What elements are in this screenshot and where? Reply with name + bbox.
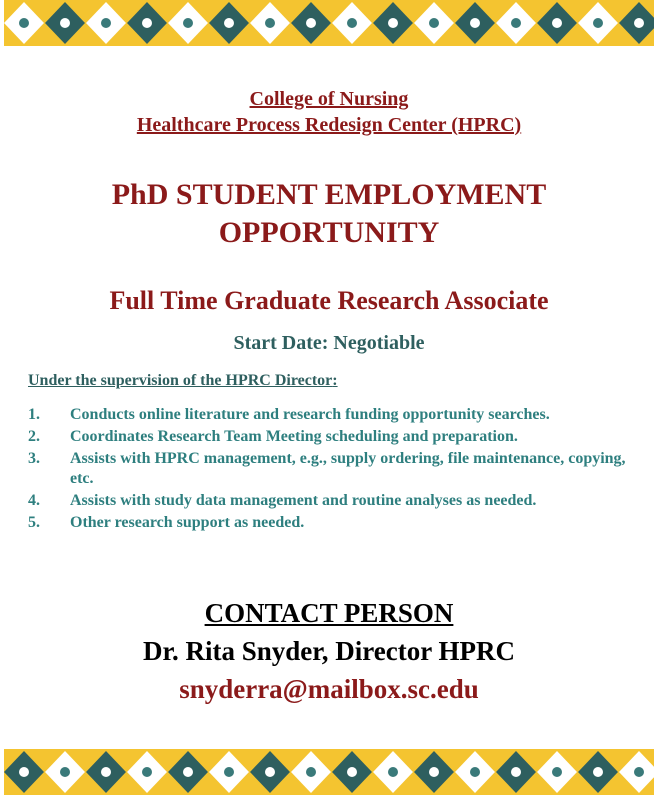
border-dot	[142, 18, 152, 28]
supervision-colon: :	[332, 372, 338, 389]
border-dot	[265, 767, 275, 777]
border-dot	[19, 767, 29, 777]
border-dot	[306, 18, 316, 28]
college-name: College of Nursing	[249, 88, 409, 110]
supervision-intro	[28, 371, 338, 391]
list-item	[28, 513, 648, 533]
title-line-1: PhD STUDENT EMPLOYMENT	[111, 178, 547, 211]
border-dot	[306, 767, 316, 777]
border-dot	[470, 767, 480, 777]
border-dot	[101, 767, 111, 777]
list-item-text: Other research support as needed.	[70, 514, 305, 531]
border-dot	[511, 767, 521, 777]
border-dot	[265, 18, 275, 28]
border-dot	[552, 18, 562, 28]
border-dot	[388, 767, 398, 777]
list-item-number: 1.	[28, 406, 40, 423]
list-item-number: 2.	[28, 428, 40, 445]
diamond-border-pattern	[4, 0, 654, 46]
list-item	[28, 405, 648, 425]
contact-email[interactable]: snyderra@mailbox.sc.edu	[179, 674, 479, 704]
position-title: Full Time Graduate Research Associate	[109, 286, 549, 315]
border-dot	[60, 18, 70, 28]
border-dot	[347, 18, 357, 28]
list-item-text: Assists with HPRC management, e.g., supply ordering, file maintenance, copying, etc.	[70, 450, 626, 487]
border-dot	[183, 767, 193, 777]
diamond-border-pattern	[4, 749, 654, 795]
border-dot	[101, 18, 111, 28]
list-item-text: Coordinates Research Team Meeting scheduling and preparation.	[70, 428, 518, 445]
contact-name: Dr. Rita Snyder, Director HPRC	[143, 636, 515, 666]
title-line-2: OPPORTUNITY	[218, 216, 440, 249]
border-dot	[593, 18, 603, 28]
list-item	[28, 491, 648, 511]
bottom-decorative-border	[4, 749, 654, 795]
top-decorative-border	[4, 0, 654, 46]
list-item	[28, 449, 648, 489]
border-dot	[552, 767, 562, 777]
border-dot	[224, 18, 234, 28]
border-dot	[347, 767, 357, 777]
start-date: Start Date: Negotiable	[233, 332, 425, 354]
center-name: Healthcare Process Redesign Center (HPRC)	[136, 114, 522, 136]
list-item-text: Assists with study data management and routine analyses as needed.	[70, 492, 537, 509]
border-dot	[429, 18, 439, 28]
border-dot	[511, 18, 521, 28]
list-item	[28, 427, 648, 447]
contact-heading: CONTACT PERSON	[204, 598, 454, 628]
border-dot	[388, 18, 398, 28]
list-item-number: 3.	[28, 450, 40, 467]
border-dot	[183, 18, 193, 28]
border-dot	[142, 767, 152, 777]
border-dot	[224, 767, 234, 777]
supervision-text: Under the supervision of the HPRC Director	[28, 372, 333, 389]
border-dot	[19, 18, 29, 28]
duties-list	[28, 405, 648, 535]
border-dot	[429, 767, 439, 777]
border-dot	[634, 767, 644, 777]
list-item-number: 4.	[28, 492, 40, 509]
list-item-text: Conducts online literature and research funding opportunity searches.	[70, 406, 550, 423]
border-dot	[60, 767, 70, 777]
border-dot	[470, 18, 480, 28]
border-dot	[593, 767, 603, 777]
list-item-number: 5.	[28, 514, 40, 531]
border-dot	[634, 18, 644, 28]
